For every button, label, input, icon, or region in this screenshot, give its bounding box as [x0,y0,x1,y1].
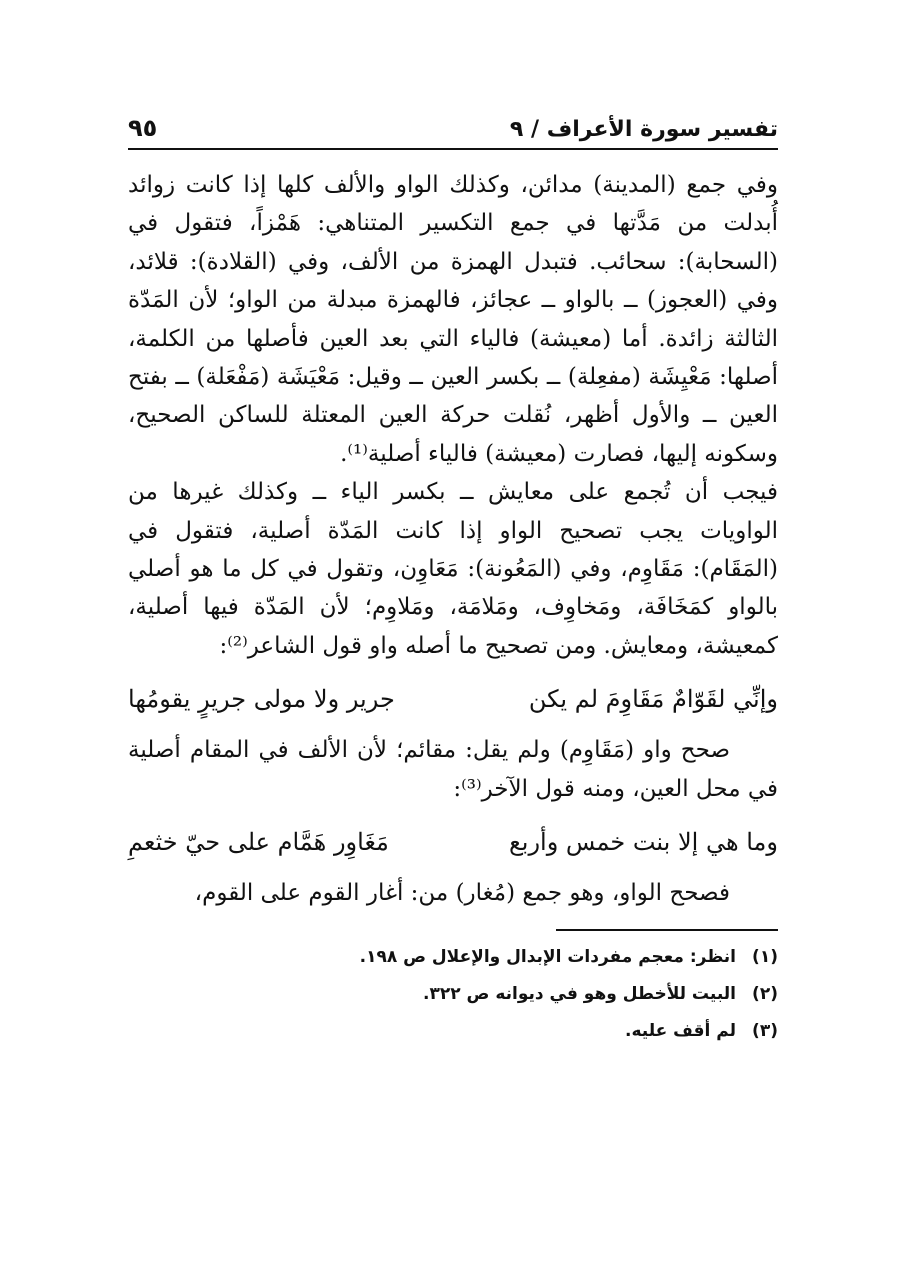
footnote-2 [128,976,778,1013]
footnote-3 [128,1013,778,1050]
verse-1-first-hemistich: وإنِّي لقَوّامٌ مَقَاوِمَ لم يكن [528,685,778,714]
book-page [128,108,778,1050]
footnote-1 [128,939,778,976]
footnote-2-number: (٢) [752,983,778,1004]
page-number: ٩٥ [128,114,158,142]
verse-1-second-hemistich: جرير ولا مولى جريرٍ يقومُها [128,685,395,714]
footnote-3-number: (٣) [752,1020,778,1041]
paragraph-3: صحح واو (مَقَاوِم) ولم يقل: مقائم؛ لأن الألف في المقام أصلية في محل العين، ومنه قول الآخر⁽³⁾: [128,737,778,802]
verse-2-first-hemistich: وما هي إلا بنت خمس وأربع [508,828,778,857]
footnote-1-text: انظر: معجم مفردات الإبدال والإعلال ص ١٩٨. [359,946,736,967]
footnote-1-number: (١) [752,946,778,967]
body-text [128,166,778,913]
footnote-2-text: البيت للأخطل وهو في ديوانه ص ٣٢٢. [423,983,736,1004]
paragraph-1: وفي جمع (المدينة) مدائن، وكذلك الواو والألف كلها إذا كانت زوائد أُبدلت من مَدَّتها في جمع التكسير المتناهي: هَمْزاً، فتقول في (السحابة): سحائب. فتبدل الهمزة من الألف، وفي (القلادة): قلائد، وفي (العجوز) ــ بالواو ــ عجائز، فالهمزة مبدلة من الواو؛ لأن المَدّة الثالثة زائدة. أما (معيشة) فالياء التي بعد العين فأصلها من الكلمة، أصلها: مَعْيِشَة (مفعِلة) ــ بكسر العين ــ وقيل: مَعْيَشَة (مَفْعَلة) ــ بفتح العين ــ والأول أظهر، نُقلت حركة العين المعتلة للساكن الصحيح، وسكونه إليها، فصارت (معيشة) فالياء أصلية⁽¹⁾. [128,172,778,467]
paragraph-2: فيجب أن تُجمع على معايش ــ بكسر الياء ــ وكذلك غيرها من الواويات يجب تصحيح الواو إذا كانت المَدّة أصلية، فتقول في (المَقَام): مَقَاوِم، وفي (المَعُونة): مَعَاوِن، وتقول في كل ما هو أصلي بالواو كمَخَافَة، ومَخاوِف، ومَلامَة، ومَلاوِم؛ لأن المَدّة فيها أصلية، كمعيشة، ومعايش. ومن تصحيح ما أصله واو قول الشاعر⁽²⁾: [128,479,778,659]
footnotes [128,939,778,1050]
running-title: تفسير سورة الأعراف / ٩ [509,117,778,142]
verse-2 [128,822,778,862]
paragraph-4: فصحح الواو، وهو جمع (مُغار) من: أغار القوم على القوم، [194,880,730,907]
verse-1 [128,679,778,719]
page-header [128,108,778,150]
footnote-divider [556,929,778,931]
footnote-3-text: لم أقف عليه. [624,1020,736,1041]
verse-2-second-hemistich: مَغَاوِر هَمَّام على حيّ خثعمِ [128,828,389,857]
